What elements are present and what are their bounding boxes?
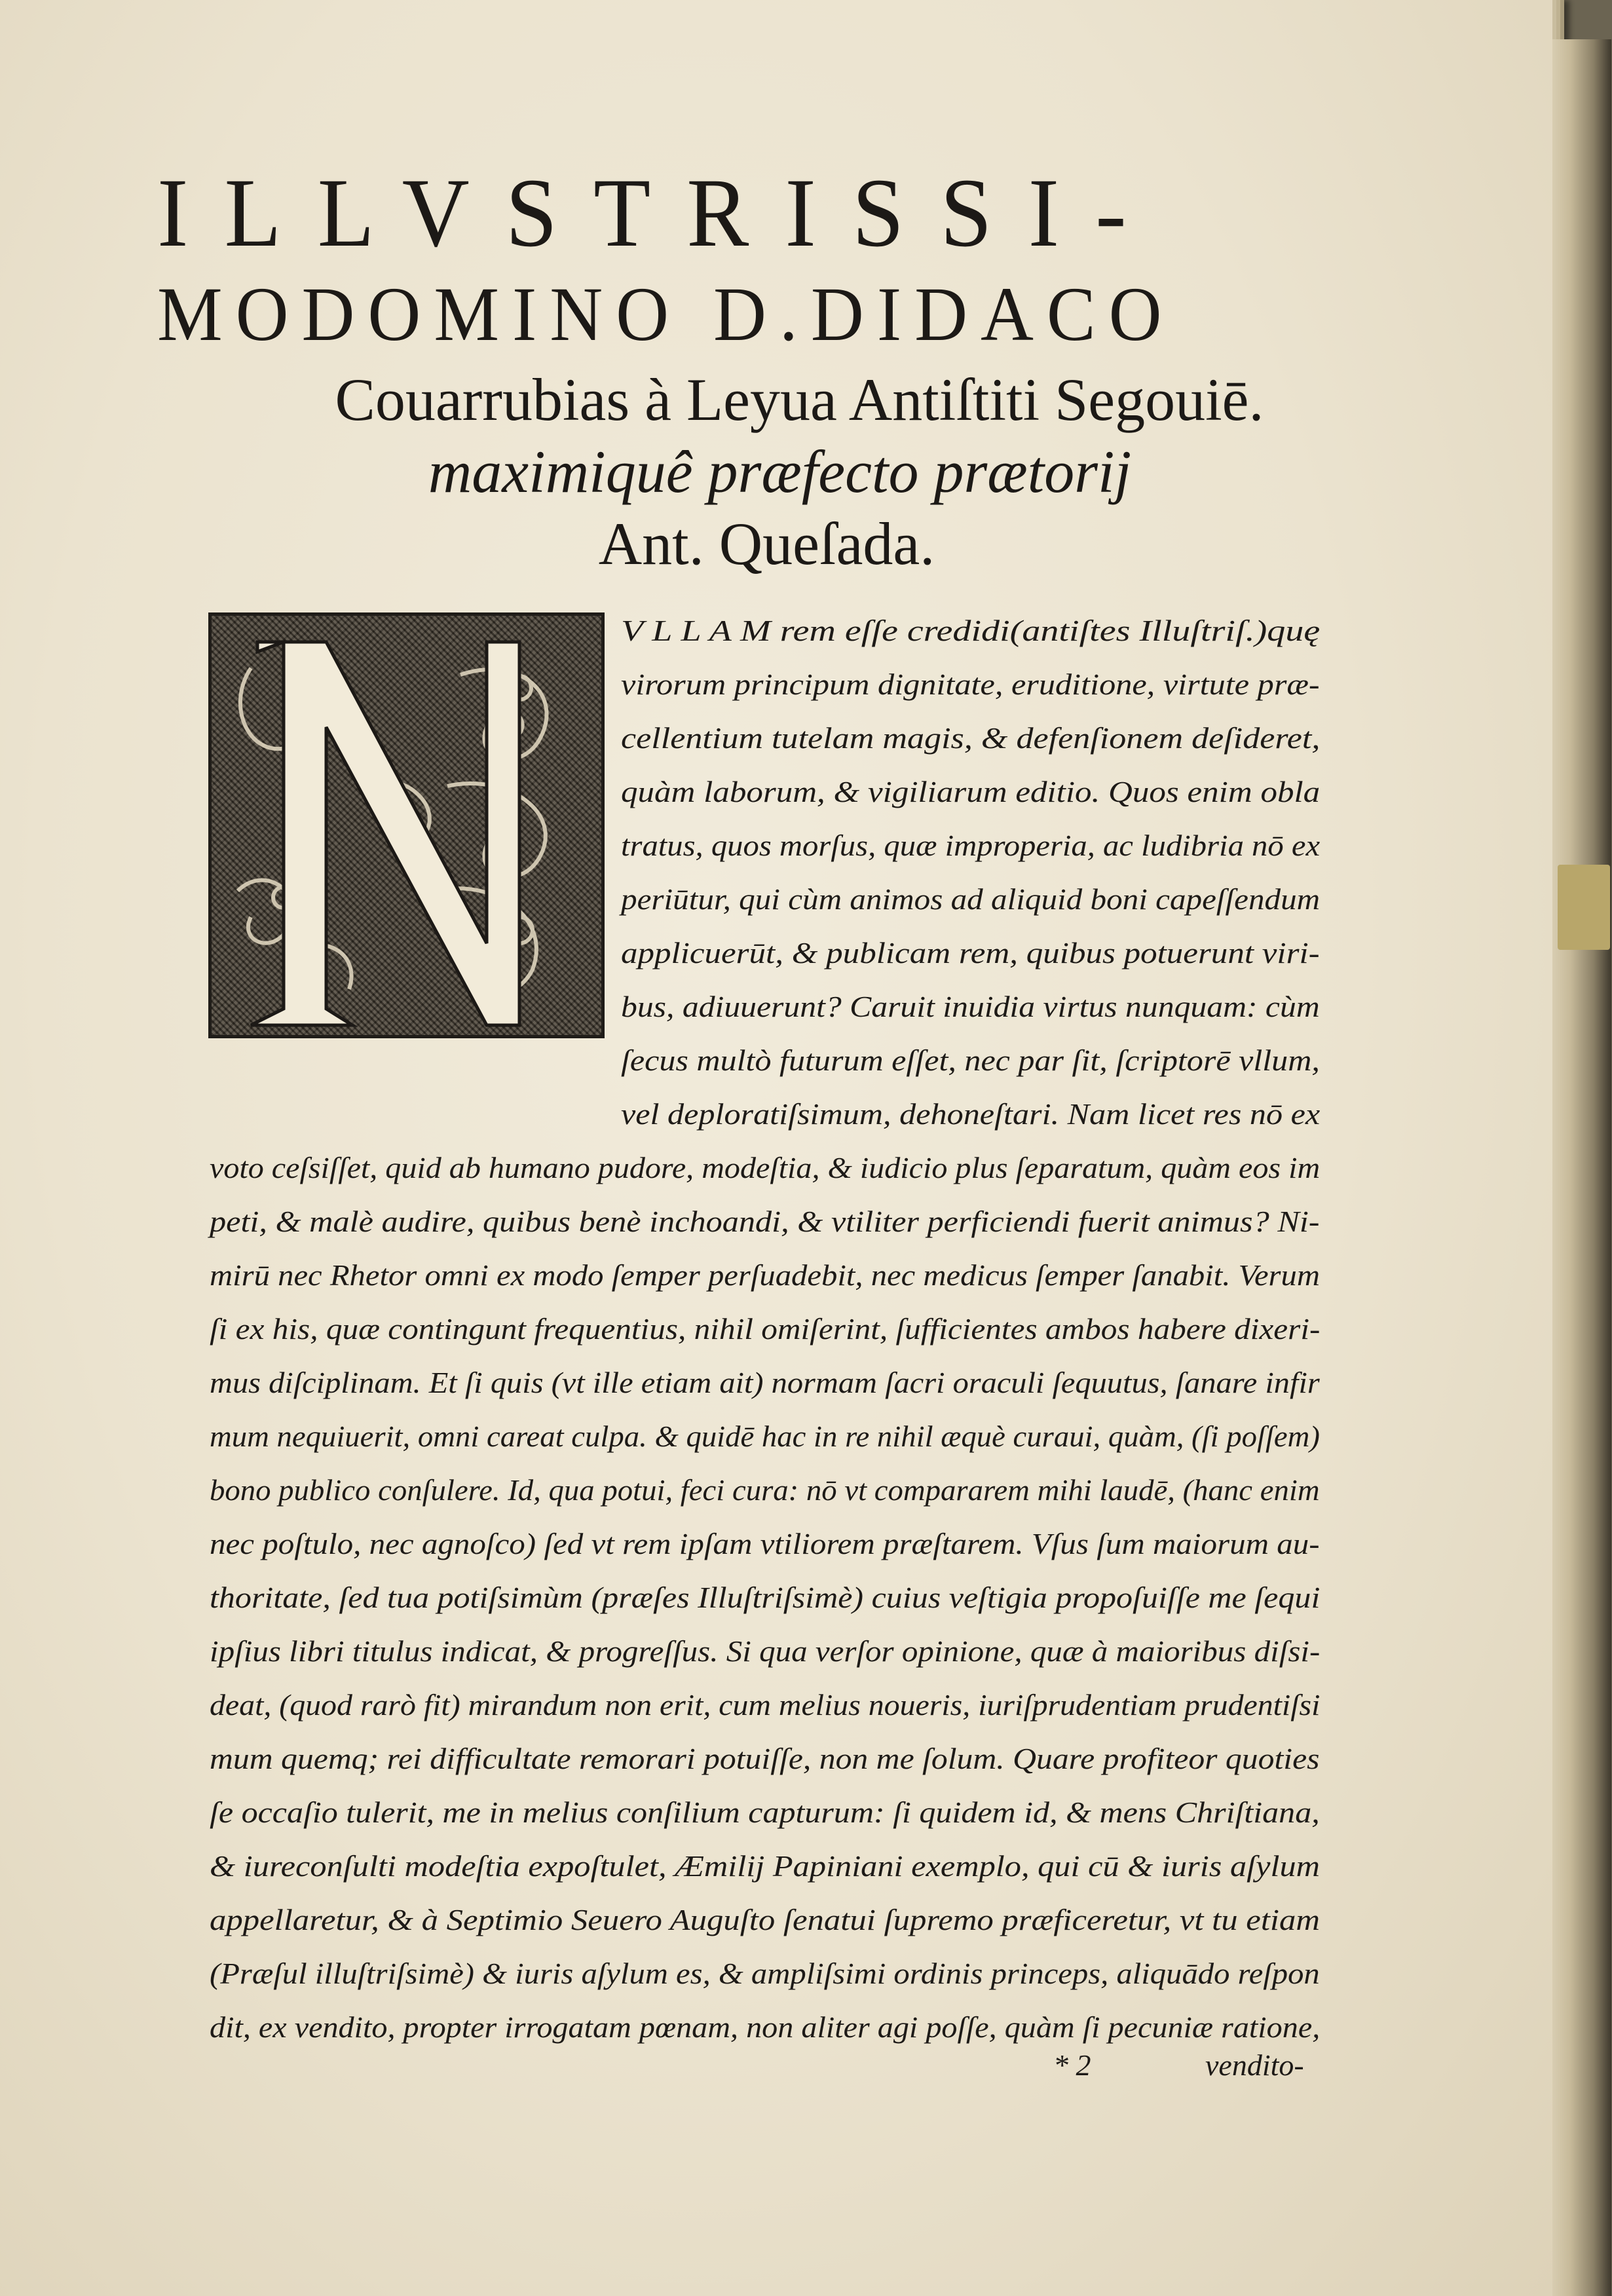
bookmark-tab [1558,865,1610,950]
heading-line-5: Ant. Queſada. [598,510,935,577]
text-line: deat, (quod rarò fit) mirandum non erit, cum melius noueris, iuriſprudentiam prudentiſsi [210,1688,1321,1722]
text-line: appellaretur, & à Septimio Seuero Auguſto ſenatui ſupremo præficeretur, vt tu etiam [210,1903,1321,1936]
text-line: thoritate, ſed tua potiſsimùm (præſes Illuſtriſsimè) cuius veſtigia propoſuiſſe me ſequi [210,1581,1321,1614]
text-line: mum nequiuerit, omni careat culpa. & quidē hac in re nihil æquè curaui, quàm, (ſi poſſem) [210,1420,1320,1453]
text-line: cellentium tutelam magis, & defenſionem deſideret, [621,721,1321,755]
text-line: nec poſtulo, nec agnoſco) ſed vt rem ipſam vtiliorem præſtarem. Vſus ſum maiorum au- [210,1527,1320,1560]
text-line: mum quemq; rei difficultate remorari potuiſſe, non me ſolum. Quare profiteor quoties [210,1742,1320,1775]
text-line: applicuerūt, & publicam rem, quibus potuerunt viri- [621,936,1320,969]
text-line: periūtur, qui cùm animos ad aliquid boni capeſſendum [621,882,1321,916]
text-line: (Præſul illuſtriſsimè) & iuris aſylum es, & ampliſsimi ordinis princeps, aliquādo reſpon [210,1957,1320,1990]
text-line: bono publico conſulere. Id, qua potui, feci cura: nō vt compararem mihi laudē, (hanc enim [210,1473,1320,1507]
text-line: V L L A M rem eſſe credidi(antiſtes Illuſtriſ.)quę [621,614,1321,647]
catchword: vendito- [1205,2048,1304,2082]
text-line: virorum principum dignitate, eruditione, virtute præ- [621,668,1320,701]
text-line: ſe occaſio tulerit, me in melius conſilium capturum: ſi quidem id, & mens Chriſtiana, [210,1796,1320,1829]
text-line: ſecus multò futurum eſſet, nec par ſit, ſcriptorē vllum, [621,1044,1320,1077]
text-line: mirū nec Rhetor omni ex modo ſemper perſuadebit, nec medicus ſemper ſanabit. Verum [210,1258,1320,1292]
text-line: bus, adiuuerunt? Caruit inuidia virtus nunquam: cùm [621,990,1320,1023]
decorated-initial-n [208,612,605,1038]
text-line: tratus, quos morſus, quæ improperia, ac ludibria nō ex [621,829,1321,862]
text-line: ſi ex his, quæ contingunt frequentius, nihil omiſerint, ſufficientes ambos habere dixeri- [210,1312,1321,1346]
text-line: vel deploratiſsimum, dehoneſtari. Nam licet res nō ex [621,1097,1321,1131]
text-line: quàm laborum, & vigiliarum editio. Quos enim obla [621,775,1321,808]
text-line: dit, ex vendito, propter irrogatam pœnam, non aliter agi poſſe, quàm ſi pecuniæ ratione, [210,2010,1321,2044]
text-line: ipſius libri titulus indicat, & progreſſus. Si qua verſor opinione, quæ à maioribus diſsi- [210,1634,1321,1668]
heading-line-3: Couarrubias à Leyua Antiſtiti Segouiē. [335,366,1264,433]
heading-line-4: maximiquê præfecto prætorij [428,438,1132,505]
ornament-icon [212,616,601,1035]
text-line: mus diſciplinam. Et ſi quis (vt ille etiam ait) normam ſacri oraculi ſequutus, ſanare infir [210,1366,1320,1399]
heading-line-2: MODOMINO D.DIDACO [157,271,1175,357]
text-line: & iureconſulti modeſtia expoſtulet, Æmilij Papiniani exemplo, qui cū & iuris aſylum [210,1849,1321,1883]
heading-line-1: ILLVSTRISSI- [157,159,1163,267]
text-line: voto ceſsiſſet, quid ab humano pudore, modeſtia, & iudicio plus ſeparatum, quàm eos im [210,1151,1321,1184]
text-line: peti, & malè audire, quibus benè inchoandi, & vtiliter perficiendi fuerit animus? Ni- [210,1205,1320,1238]
signature-mark: * 2 [1053,2048,1091,2082]
page-edge [1552,39,1611,2296]
